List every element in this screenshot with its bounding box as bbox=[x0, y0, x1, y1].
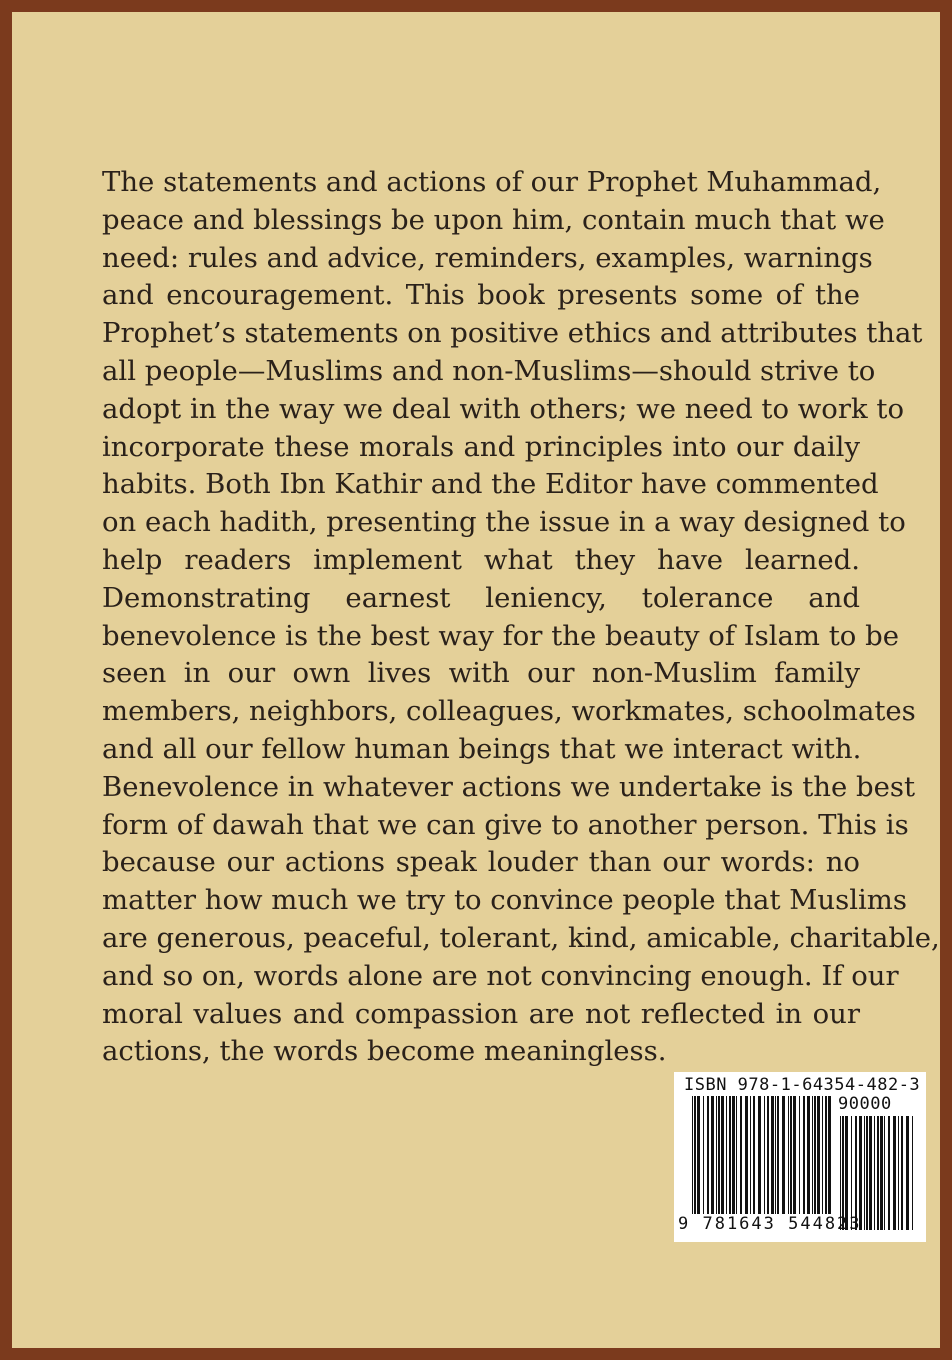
blurb-line: on each hadith, presenting the issue in a way designed to bbox=[102, 506, 906, 539]
isbn-barcode bbox=[674, 1072, 926, 1242]
blurb-line: Prophet’s statements on positive ethics and attributes that bbox=[102, 317, 923, 350]
back-cover bbox=[12, 12, 940, 1348]
barcode-bar bbox=[866, 1116, 868, 1230]
blurb-line: incorporate these morals and principles into our daily bbox=[102, 430, 860, 463]
barcode-bar bbox=[807, 1096, 810, 1214]
barcode-bar bbox=[855, 1116, 857, 1230]
barcode-bar bbox=[828, 1096, 831, 1214]
blurb-line: Benevolence in whatever actions we undertake is the best bbox=[102, 770, 916, 803]
blurb-line: adopt in the way we deal with others; we need to work to bbox=[102, 392, 905, 425]
barcode-bar bbox=[726, 1096, 727, 1214]
barcode-bar bbox=[880, 1116, 883, 1230]
barcode-bar bbox=[812, 1096, 813, 1214]
addon-code: 90000 bbox=[838, 1094, 892, 1114]
barcode-bar bbox=[799, 1096, 800, 1214]
blurb-line: help readers implement what they have learned. bbox=[102, 543, 860, 576]
blurb-line: are generous, peaceful, tolerant, kind, amicable, charitable, bbox=[102, 921, 940, 954]
blurb-line: and all our fellow human beings that we interact with. bbox=[102, 732, 862, 765]
barcode-bar bbox=[707, 1096, 709, 1214]
barcode-bar bbox=[764, 1096, 765, 1214]
barcode-bar bbox=[716, 1096, 717, 1214]
barcode-bar bbox=[817, 1096, 820, 1214]
barcode-bar bbox=[803, 1096, 805, 1214]
barcode-bar bbox=[793, 1096, 796, 1214]
barcode-bar bbox=[718, 1096, 720, 1214]
barcode-bar bbox=[782, 1096, 785, 1214]
blurb-line: moral values and compassion are not reflected in our bbox=[102, 997, 860, 1030]
barcode-bar bbox=[740, 1096, 742, 1214]
blurb-line: members, neighbors, colleagues, workmates, schoolmates bbox=[102, 695, 916, 728]
barcode-bar bbox=[703, 1096, 704, 1214]
barcode-bar bbox=[775, 1096, 776, 1214]
barcode-bar bbox=[736, 1096, 737, 1214]
barcode-bar bbox=[888, 1116, 890, 1230]
barcode-bar bbox=[753, 1096, 755, 1214]
barcode-bar bbox=[777, 1096, 779, 1214]
blurb-line: Demonstrating earnest leniency, tolerance and bbox=[102, 581, 860, 614]
barcode-bar bbox=[767, 1096, 769, 1214]
barcode-bar bbox=[790, 1096, 792, 1214]
barcode-bar bbox=[898, 1116, 899, 1230]
ean-digits: 9 781643 544823 bbox=[678, 1214, 862, 1234]
blurb-line: need: rules and advice, reminders, examples, warnings bbox=[102, 241, 873, 274]
barcode-bar bbox=[745, 1096, 748, 1214]
barcode-bar bbox=[729, 1096, 731, 1214]
blurb-line: peace and blessings be upon him, contain much that we bbox=[102, 203, 885, 236]
barcode-bar bbox=[822, 1096, 823, 1214]
blurb-line: all people—Muslims and non-Muslims—should strive to bbox=[102, 354, 876, 387]
barcode-bar bbox=[694, 1096, 696, 1214]
barcode-bar bbox=[877, 1116, 879, 1230]
blurb-line: The statements and actions of our Prophet Muhammad, bbox=[102, 166, 882, 198]
barcode-bar bbox=[874, 1116, 875, 1230]
barcode-bar bbox=[859, 1116, 862, 1230]
barcode-bar bbox=[906, 1116, 909, 1230]
blurb-line: form of dawah that we can give to another person. This is bbox=[102, 808, 909, 841]
barcode-bar bbox=[697, 1096, 700, 1214]
barcode-bar bbox=[771, 1096, 774, 1214]
isbn-label: ISBN 978-1-64354-482-3 bbox=[684, 1075, 921, 1095]
barcode-bar bbox=[814, 1096, 816, 1214]
blurb-line: and encouragement. This book presents some of the bbox=[102, 279, 860, 312]
barcode-bar bbox=[788, 1096, 789, 1214]
barcode-bar bbox=[912, 1116, 913, 1230]
barcode-bar bbox=[825, 1096, 827, 1214]
barcode-bar bbox=[692, 1096, 693, 1214]
barcode-bar bbox=[711, 1096, 714, 1214]
barcode-bar bbox=[884, 1116, 885, 1230]
blurb-line: seen in our own lives with our non-Muslim family bbox=[102, 657, 860, 690]
barcode-bar bbox=[864, 1116, 865, 1230]
blurb-line: because our actions speak louder than our words: no bbox=[102, 846, 860, 879]
barcode-bar bbox=[901, 1116, 903, 1230]
barcode-bar bbox=[758, 1096, 761, 1214]
barcode-bar bbox=[840, 1116, 841, 1230]
barcode-bar bbox=[842, 1116, 844, 1230]
blurb-line: matter how much we try to convince people that Muslims bbox=[102, 884, 907, 917]
barcode-bar bbox=[721, 1096, 724, 1214]
barcode-bar bbox=[869, 1116, 872, 1230]
barcode-bar bbox=[851, 1116, 852, 1230]
barcode-bar bbox=[750, 1096, 751, 1214]
blurb-text bbox=[102, 164, 940, 1071]
blurb-line: habits. Both Ibn Kathir and the Editor have commented bbox=[102, 468, 879, 501]
blurb-line: benevolence is the best way for the beauty of Islam to be bbox=[102, 619, 899, 652]
barcode-bar bbox=[845, 1116, 848, 1230]
barcode-bar bbox=[732, 1096, 735, 1214]
blurb-line: and so on, words alone are not convincing enough. If our bbox=[102, 959, 899, 992]
barcode-bar bbox=[893, 1116, 896, 1230]
blurb-line: actions, the words become meaningless. bbox=[102, 1035, 667, 1068]
